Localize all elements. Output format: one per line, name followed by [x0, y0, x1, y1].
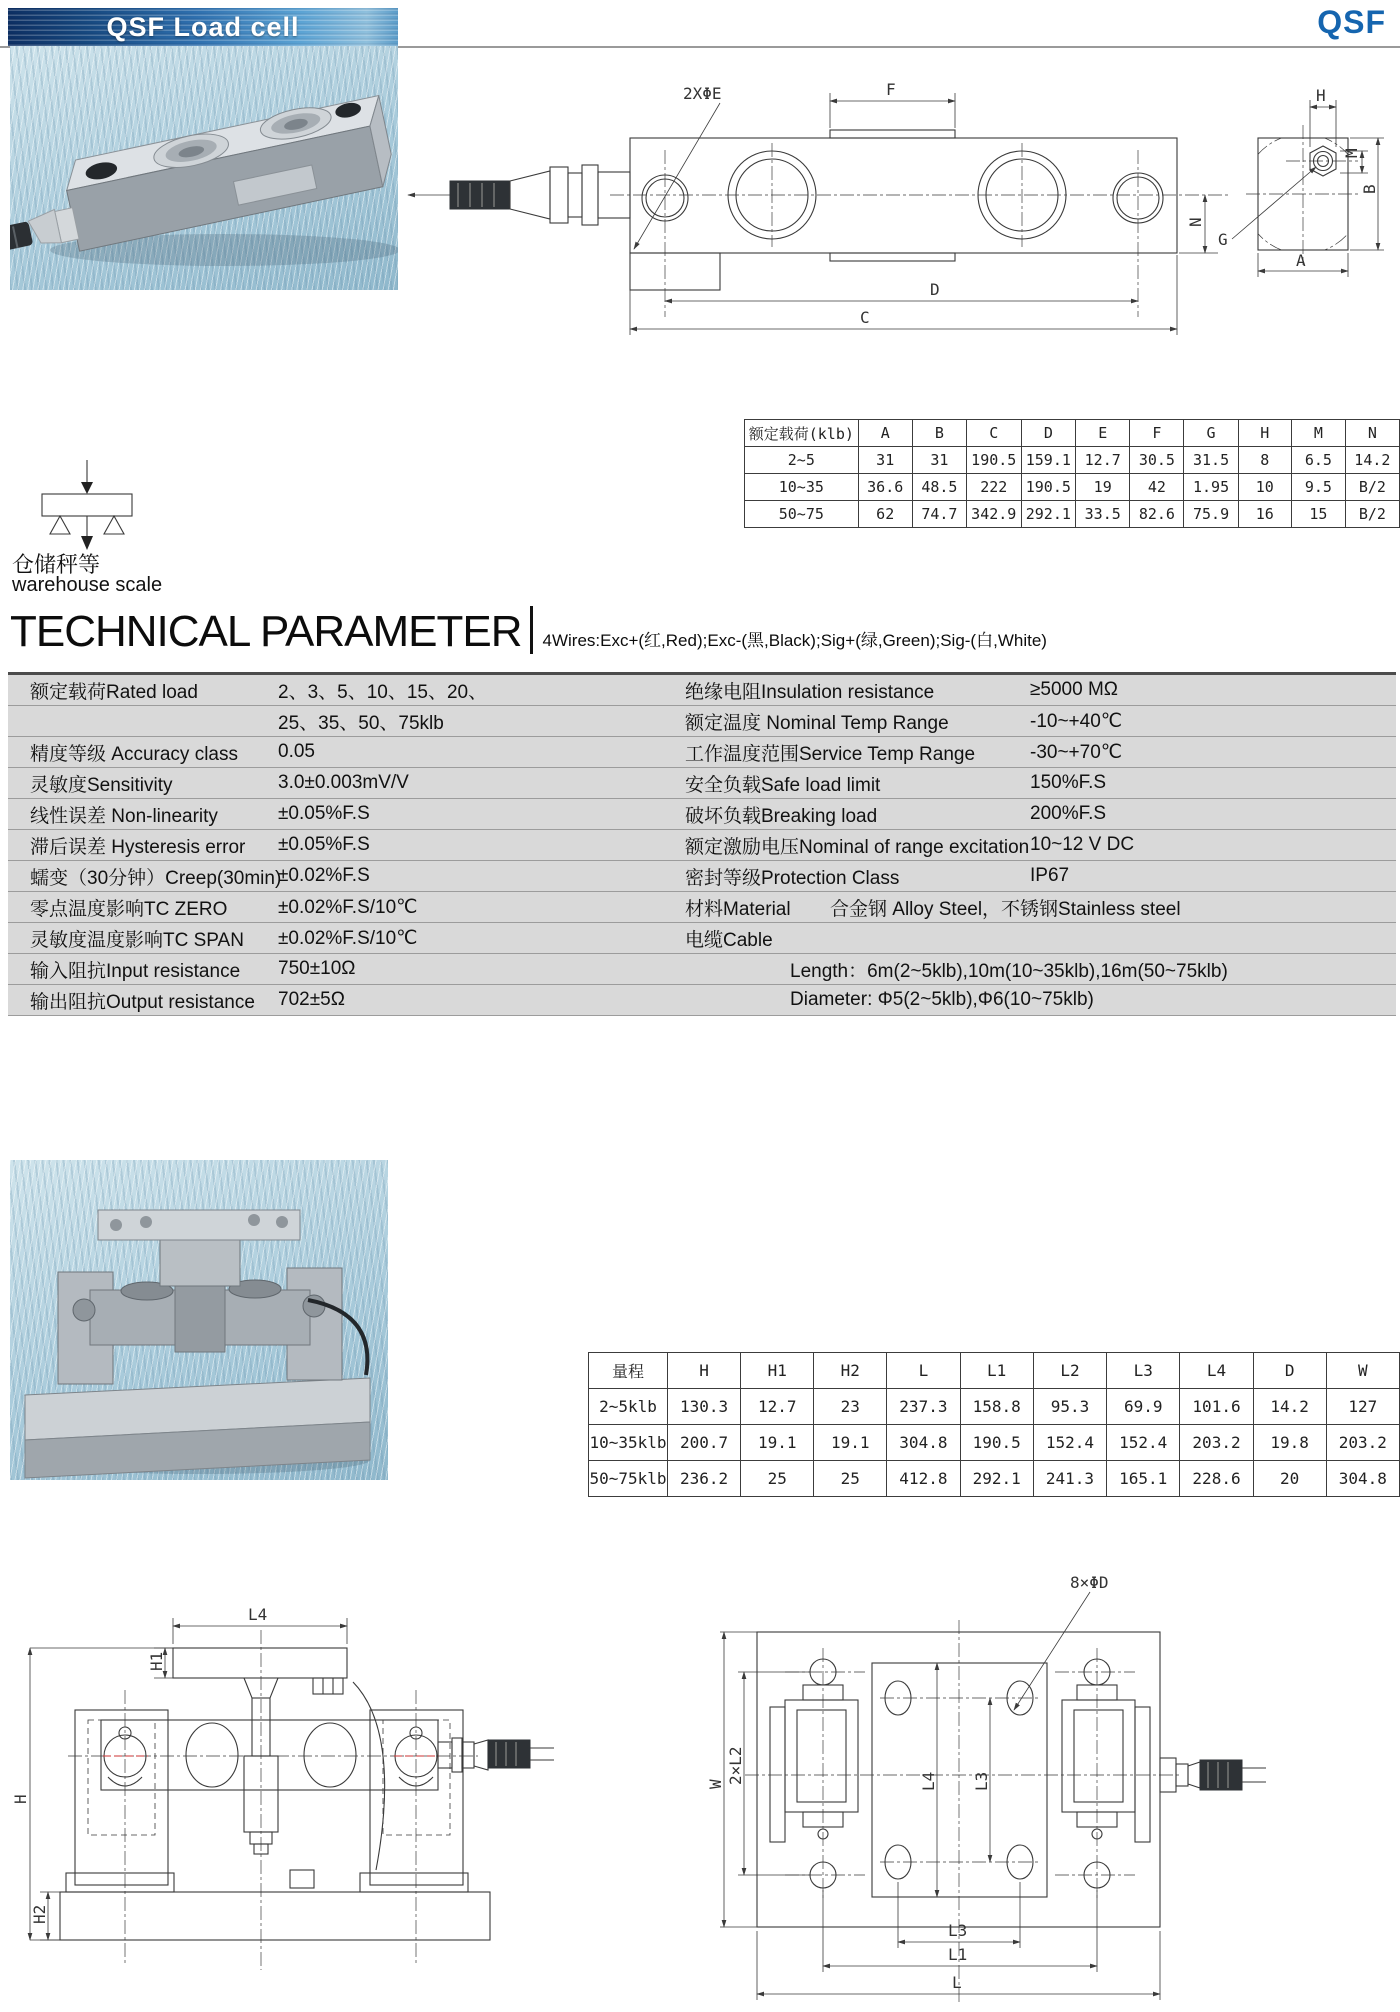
- column-header: L: [887, 1353, 960, 1389]
- param-label: 输出阻抗Output resistance: [30, 991, 255, 1013]
- param-value: ±0.02%F.S/10℃: [278, 927, 418, 949]
- dimension-drawing-top: [400, 55, 1400, 345]
- dim-label-l4: L4: [919, 1771, 938, 1791]
- page-title: QSF Load cell: [106, 11, 300, 42]
- param-row: [8, 737, 1396, 768]
- dim-label-a: A: [1296, 251, 1306, 270]
- param-label: 工作温度范围Service Temp Range: [685, 743, 976, 765]
- table-cell: 152.4: [1107, 1425, 1180, 1461]
- param-row: [8, 954, 1396, 985]
- dim-label-n: N: [1186, 217, 1205, 227]
- application-label-en: warehouse scale: [12, 574, 163, 596]
- param-value: 合金钢 Alloy Steel，不锈钢Stainless steel: [830, 898, 1181, 920]
- dim-label-l: L: [952, 1973, 962, 1992]
- table-cell: 158.8: [960, 1389, 1033, 1425]
- param-value: 0.05: [278, 741, 315, 762]
- param-row: [8, 923, 1396, 954]
- table-cell: 30.5: [1130, 447, 1184, 474]
- param-label: 额定温度 Nominal Temp Range: [685, 712, 949, 734]
- product-photo-mounted: [10, 1160, 388, 1480]
- column-header: H2: [814, 1353, 887, 1389]
- param-label: 绝缘电阻Insulation resistance: [685, 681, 935, 703]
- param-label: 安全负载Safe load limit: [685, 774, 881, 796]
- table-row: [745, 501, 1400, 528]
- application-label-zh: 仓储秤等: [12, 552, 101, 577]
- dim-table-1: [744, 419, 1400, 528]
- table-cell: 203.2: [1180, 1425, 1253, 1461]
- param-label: 额定激励电压Nominal of range excitation: [685, 836, 1030, 858]
- table-cell: 304.8: [1326, 1461, 1399, 1497]
- column-header: F: [1130, 420, 1184, 447]
- table-row: [745, 447, 1400, 474]
- table-cell: 241.3: [1033, 1461, 1106, 1497]
- mount-drawing-top: [700, 1560, 1400, 2012]
- table-cell: 75.9: [1184, 501, 1238, 528]
- param-value: ±0.05%F.S: [278, 803, 370, 824]
- table-cell: 10~35klb: [589, 1425, 668, 1461]
- table-cell: 69.9: [1107, 1389, 1180, 1425]
- table-cell: 9.5: [1291, 474, 1345, 501]
- dim-label-w: W: [706, 1779, 725, 1789]
- dim-label-h2: H2: [30, 1904, 49, 1924]
- dim-label-h: H: [1316, 86, 1326, 105]
- table-cell: 130.3: [667, 1389, 740, 1425]
- param-label: 灵敏度温度影响TC SPAN: [30, 929, 244, 951]
- table-cell: 15: [1291, 501, 1345, 528]
- table-cell: 50~75klb: [589, 1461, 668, 1497]
- table-cell: 19.1: [741, 1425, 814, 1461]
- table-cell: 203.2: [1326, 1425, 1399, 1461]
- table-cell: 31: [858, 447, 912, 474]
- table-cell: 222: [966, 474, 1021, 501]
- table-cell: 42: [1130, 474, 1184, 501]
- table-cell: 342.9: [966, 501, 1021, 528]
- table-cell: 412.8: [887, 1461, 960, 1497]
- param-value: ±0.02%F.S: [278, 865, 370, 886]
- column-header: D: [1253, 1353, 1326, 1389]
- heading-divider: [530, 606, 533, 654]
- param-label: 密封等级Protection Class: [685, 867, 900, 889]
- table-cell: 237.3: [887, 1389, 960, 1425]
- param-label: 破坏负载Breaking load: [685, 805, 878, 827]
- table-cell: 165.1: [1107, 1461, 1180, 1497]
- param-row: [8, 830, 1396, 861]
- table-header-row: [745, 420, 1400, 447]
- section-heading-row: [10, 606, 1047, 654]
- param-row: [8, 985, 1396, 1016]
- section-heading: TECHNICAL PARAMETER: [10, 607, 522, 656]
- table-cell: 159.1: [1021, 447, 1076, 474]
- param-row: [8, 675, 1396, 706]
- header-bar: [8, 8, 398, 46]
- table-cell: B/2: [1345, 501, 1399, 528]
- param-row: [8, 768, 1396, 799]
- column-header: M: [1291, 420, 1345, 447]
- param-value: 25、35、50、75klb: [278, 712, 444, 734]
- param-row: [8, 861, 1396, 892]
- table-cell: 14.2: [1253, 1389, 1326, 1425]
- dim-label-c: C: [860, 308, 870, 327]
- table-cell: 10~35: [745, 474, 859, 501]
- param-value: ±0.05%F.S: [278, 834, 370, 855]
- column-header: B: [912, 420, 966, 447]
- column-header: L2: [1033, 1353, 1106, 1389]
- dim-label-2xl2: 2×L2: [726, 1746, 745, 1785]
- table-cell: 236.2: [667, 1461, 740, 1497]
- table-row: [745, 474, 1400, 501]
- column-header: L1: [960, 1353, 1033, 1389]
- param-label: 输入阻抗Input resistance: [30, 960, 241, 982]
- table-cell: 12.7: [1076, 447, 1130, 474]
- table-cell: 36.6: [858, 474, 912, 501]
- table-cell: 19.1: [814, 1425, 887, 1461]
- column-header: 量程: [589, 1353, 668, 1389]
- dim-label-l3: L3: [948, 1921, 968, 1940]
- param-row: [8, 706, 1396, 737]
- param-label: 材料Material: [685, 898, 791, 920]
- table-cell: 74.7: [912, 501, 966, 528]
- table-cell: 200.7: [667, 1425, 740, 1461]
- param-value: ≥5000 MΩ: [1030, 679, 1119, 700]
- table-cell: 2~5klb: [589, 1389, 668, 1425]
- param-value: 150%F.S: [1030, 772, 1107, 793]
- param-label: 线性误差 Non-linearity: [30, 805, 218, 827]
- param-label: 额定载荷Rated load: [30, 681, 198, 703]
- param-label: 灵敏度Sensitivity: [30, 774, 173, 796]
- param-value: Diameter: Φ5(2~5klb),Φ6(10~75klb): [790, 989, 1094, 1010]
- table-cell: 6.5: [1291, 447, 1345, 474]
- table-cell: 190.5: [966, 447, 1021, 474]
- param-value: -30~+70℃: [1030, 741, 1123, 763]
- warehouse-scale-icon: [22, 460, 142, 555]
- dimension-table: [744, 419, 1400, 528]
- table-cell: 25: [741, 1461, 814, 1497]
- table-cell: 50~75: [745, 501, 859, 528]
- param-table: [8, 672, 1396, 1016]
- table-cell: 12.7: [741, 1389, 814, 1425]
- param-value: 200%F.S: [1030, 803, 1107, 824]
- table-cell: 101.6: [1180, 1389, 1253, 1425]
- column-header: H1: [741, 1353, 814, 1389]
- dim-label-f: F: [886, 80, 896, 99]
- table-cell: 62: [858, 501, 912, 528]
- dim-label-b: B: [1360, 184, 1379, 194]
- dim-table-2: [588, 1352, 1400, 1497]
- table-header-row: [589, 1353, 1400, 1389]
- table-cell: 8: [1238, 447, 1291, 474]
- table-row: [589, 1425, 1400, 1461]
- table-cell: 16: [1238, 501, 1291, 528]
- table-cell: 2~5: [745, 447, 859, 474]
- table-cell: 33.5: [1076, 501, 1130, 528]
- table-cell: 82.6: [1130, 501, 1184, 528]
- column-header: L3: [1107, 1353, 1180, 1389]
- dim-label-h: H: [11, 1794, 30, 1804]
- mount-drawing-side: [8, 1570, 560, 2010]
- table-cell: 228.6: [1180, 1461, 1253, 1497]
- table-cell: 20: [1253, 1461, 1326, 1497]
- table-cell: 31: [912, 447, 966, 474]
- table-cell: 292.1: [1021, 501, 1076, 528]
- param-value: 2、3、5、10、15、20、: [278, 681, 488, 703]
- column-header: N: [1345, 420, 1399, 447]
- column-header: 额定载荷(klb): [745, 420, 859, 447]
- param-label: 电缆Cable: [685, 929, 773, 951]
- table-cell: 23: [814, 1389, 887, 1425]
- param-value: 3.0±0.003mV/V: [278, 772, 409, 793]
- param-value: 702±5Ω: [278, 989, 345, 1010]
- table-cell: 190.5: [1021, 474, 1076, 501]
- param-value: -10~+40℃: [1030, 710, 1123, 732]
- dim-label-l4: L4: [248, 1605, 268, 1624]
- column-header: D: [1021, 420, 1076, 447]
- param-value: 10~12 V DC: [1030, 834, 1135, 855]
- table-cell: 19: [1076, 474, 1130, 501]
- dim-label-l3-inner: L3: [972, 1771, 991, 1791]
- table-row: [589, 1389, 1400, 1425]
- table-cell: 292.1: [960, 1461, 1033, 1497]
- param-value: ±0.02%F.S/10℃: [278, 896, 418, 918]
- column-header: L4: [1180, 1353, 1253, 1389]
- table-cell: 127: [1326, 1389, 1399, 1425]
- param-value: IP67: [1030, 865, 1070, 886]
- table-cell: 95.3: [1033, 1389, 1106, 1425]
- wires-note: 4Wires:Exc+(红,Red);Exc-(黑,Black);Sig+(绿,Green);Sig-(白,White): [542, 631, 1047, 650]
- table-cell: 14.2: [1345, 447, 1399, 474]
- table-cell: 48.5: [912, 474, 966, 501]
- param-row: [8, 799, 1396, 830]
- column-header: H: [667, 1353, 740, 1389]
- table-cell: 1.95: [1184, 474, 1238, 501]
- dim-label-d: D: [930, 280, 940, 299]
- dim-label-g: G: [1218, 230, 1228, 249]
- dimension-table: [588, 1352, 1400, 1497]
- param-label: 滞后误差 Hysteresis error: [30, 836, 246, 858]
- column-header: A: [858, 420, 912, 447]
- param-row: [8, 892, 1396, 923]
- param-value: 750±10Ω: [278, 958, 356, 979]
- mounted-photo-art: [10, 1160, 388, 1480]
- param-label: 蠕变（30分钟）Creep(30min): [30, 867, 282, 889]
- column-header: W: [1326, 1353, 1399, 1389]
- table-cell: 31.5: [1184, 447, 1238, 474]
- table-row: [589, 1461, 1400, 1497]
- loadcell-photo-art: [10, 42, 398, 290]
- table-cell: 152.4: [1033, 1425, 1106, 1461]
- table-cell: 190.5: [960, 1425, 1033, 1461]
- param-value: Length：6m(2~5klb),10m(10~35klb),16m(50~75klb): [790, 960, 1228, 982]
- table-cell: 10: [1238, 474, 1291, 501]
- param-label: 零点温度影响TC ZERO: [30, 898, 228, 920]
- dim-label-hole-note: 2XΦE: [683, 84, 722, 103]
- table-cell: 25: [814, 1461, 887, 1497]
- param-label: 精度等级 Accuracy class: [30, 743, 238, 765]
- dim-label-l1: L1: [948, 1945, 968, 1964]
- table-cell: 19.8: [1253, 1425, 1326, 1461]
- dim-label-hole-note: 8×ΦD: [1070, 1573, 1109, 1592]
- column-header: G: [1184, 420, 1238, 447]
- dim-label-m: M: [1342, 148, 1361, 158]
- brand-logo: QSF: [1317, 4, 1386, 40]
- column-header: C: [966, 420, 1021, 447]
- product-photo-loadcell: [10, 42, 398, 290]
- table-cell: 304.8: [887, 1425, 960, 1461]
- dim-label-h1: H1: [147, 1651, 166, 1671]
- column-header: E: [1076, 420, 1130, 447]
- column-header: H: [1238, 420, 1291, 447]
- table-cell: B/2: [1345, 474, 1399, 501]
